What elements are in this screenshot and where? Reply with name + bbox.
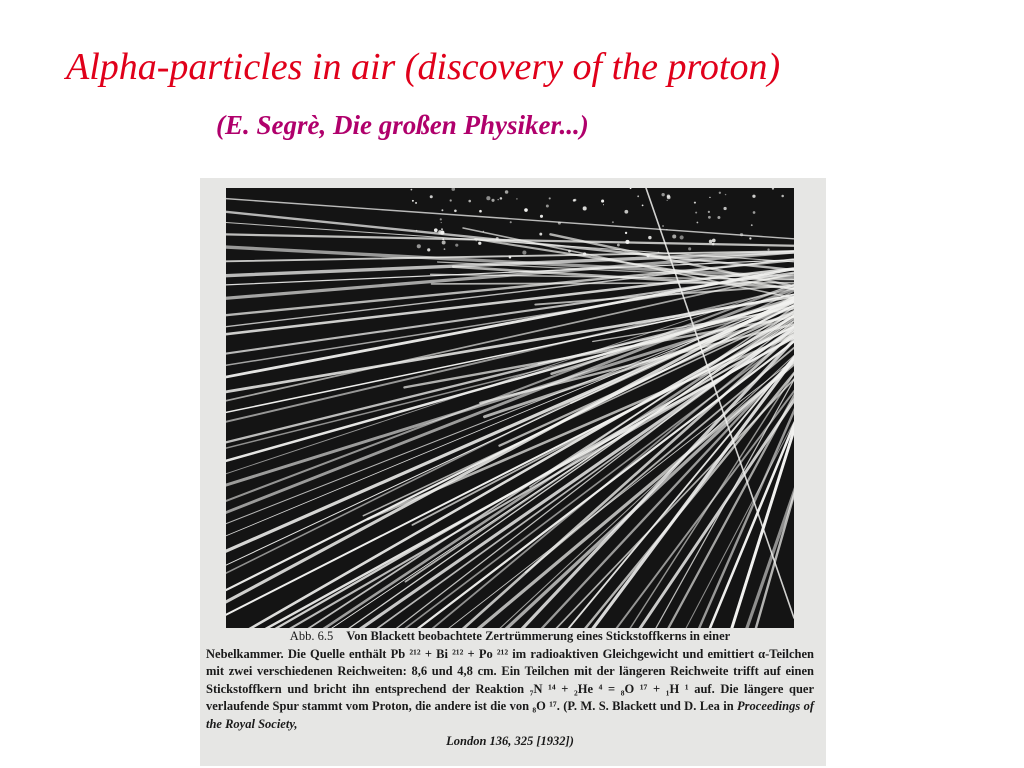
droplet [666,229,667,230]
droplet [708,211,710,213]
droplet [662,225,664,227]
droplet [717,216,720,219]
droplet [430,195,433,198]
droplet [510,221,512,223]
droplet [486,196,490,200]
droplet [478,242,481,245]
droplet [417,244,421,248]
droplet [411,189,413,191]
droplet [415,202,417,204]
droplet [442,238,444,240]
droplet [752,195,755,198]
droplet [491,199,494,202]
slide-title: Alpha-particles in air (discovery of the proton) [66,46,781,88]
droplet [680,235,684,239]
droplet [712,243,715,246]
caption-body: Nebelkammer. Die Quelle enthält Pb ²¹² + Bi ²¹² + Po ²¹² im radioaktiven Gleichgewicht und emittiert α-Teilchen mit zwei verschiedenen Reichweiten: 8,6 und 4,8 cm. Ein Teilchen mit der längeren Reichweite trifft auf einen Stickstoffkern und bricht ihn entsprechend der Reaktion ₇N ¹⁴ + ₂He ⁴ = ₈O ¹⁷ + ₁H ¹ auf. Die längere quer verlaufende Spur stammt vom Proton, die andere ist die von ₈O ¹⁷. (P. M. S. Blackett und D. Lea in [206,646,814,713]
cloud-chamber-photo [226,188,794,628]
droplet [648,236,651,239]
droplet [740,233,743,236]
droplet [725,194,726,195]
droplet [697,222,699,224]
caption-heading: Von Blackett beobachtete Zertrümmerung eines Stickstoffkerns in einer [346,629,731,643]
droplet [546,204,549,207]
droplet [688,247,691,250]
droplet [583,252,586,255]
droplet [694,202,696,204]
figure-caption [206,628,814,751]
droplet [468,200,471,203]
droplet [617,244,620,247]
droplet [416,230,417,231]
scanned-figure [200,178,826,766]
caption-heading-line [206,628,814,646]
droplet [612,221,614,223]
droplet [667,194,670,197]
droplet [440,218,442,220]
droplet [603,204,604,205]
droplet [637,195,639,197]
droplet [658,252,659,253]
droplet [549,197,551,199]
droplet [434,228,438,232]
droplet [479,210,482,213]
droplet [583,206,587,210]
droplet [568,250,571,253]
droplet [625,232,627,234]
droplet [709,240,713,244]
droplet [781,195,784,198]
droplet [672,235,676,239]
caption-label: Abb. 6.5 [289,629,334,643]
droplet [695,212,697,214]
slide-subtitle: (E. Segrè, Die großen Physiker...) [216,110,589,140]
droplet [427,248,430,251]
droplet [438,230,442,234]
droplet [441,228,443,230]
droplet [454,209,457,212]
droplet [625,240,629,244]
droplet [539,233,542,236]
droplet [483,231,484,232]
droplet [667,200,668,201]
droplet [497,199,498,200]
caption-journal: Proceedings of the Royal Society, [206,699,814,731]
droplet [442,241,446,245]
droplet [624,210,628,214]
droplet [712,239,716,243]
droplet [524,208,528,212]
droplet [450,199,452,201]
droplet [412,200,414,202]
droplet [509,256,512,259]
droplet [661,193,664,196]
droplet [601,200,604,203]
droplet [767,248,769,250]
droplet [540,215,543,218]
caption-reference: London 136, 325 [1932]) [446,734,574,748]
droplet [753,211,756,214]
droplet [505,190,509,194]
droplet [441,222,442,223]
droplet [522,251,526,255]
droplet [723,207,726,210]
droplet [751,224,753,226]
droplet [709,197,710,198]
droplet [573,199,576,202]
droplet [496,237,499,240]
droplet [516,198,517,199]
droplet [441,209,443,211]
droplet [647,254,650,257]
droplet [476,240,477,241]
droplet [642,204,644,206]
droplet [719,192,721,194]
droplet [708,216,711,219]
droplet [558,222,561,225]
droplet [455,244,458,247]
droplet [444,248,446,250]
droplet [749,237,751,239]
droplet [500,197,503,200]
